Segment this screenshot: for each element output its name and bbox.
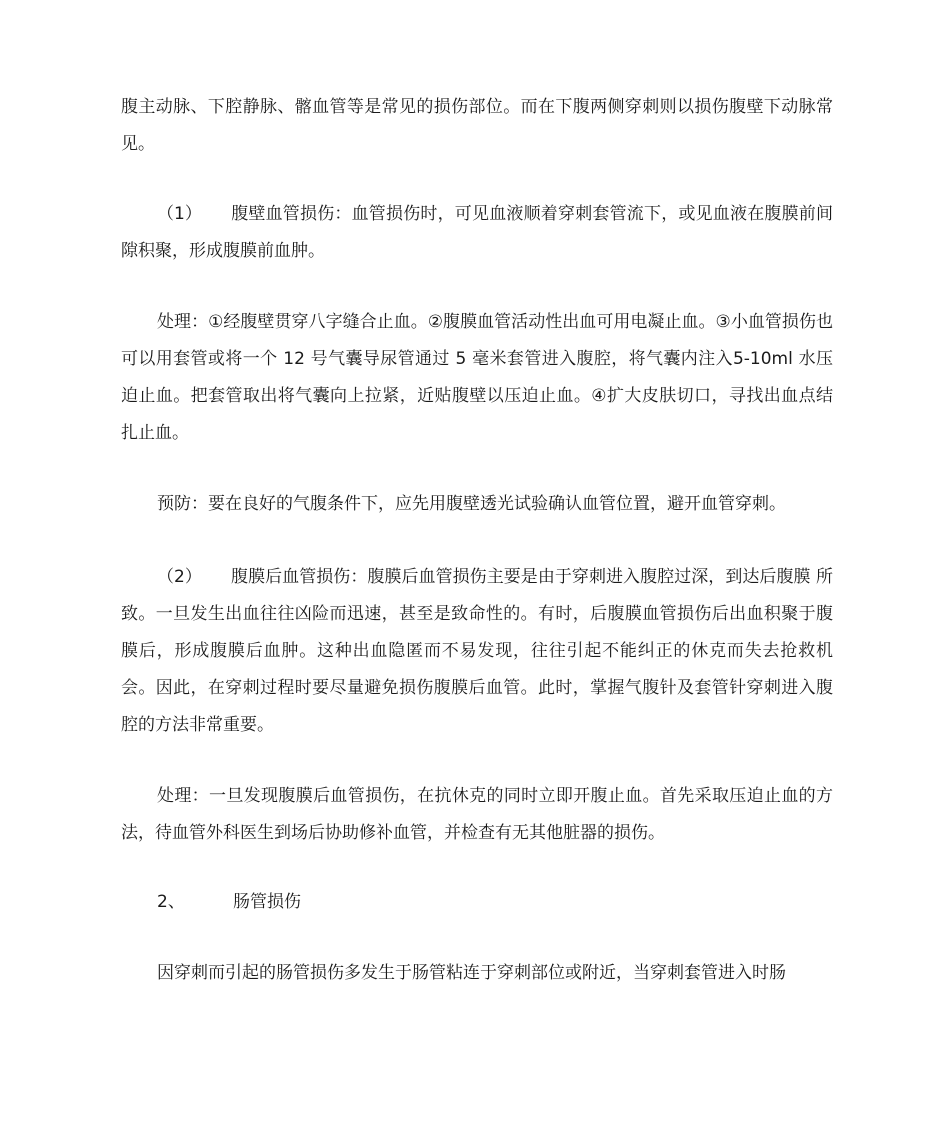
paragraph-retroperitoneal-vessel-injury <box>121 559 833 744</box>
list-marker-2: （2） <box>157 567 202 587</box>
abdominal-wall-vessel-injury-text: 腹壁血管损伤：血管损伤时，可见血液顺着穿刺套管流下，或见血液在腹膜前间隙积聚，形成腹膜前血肿。 <box>121 204 833 261</box>
paragraph-treatment-1: 处理：①经腹壁贯穿八字缝合止血。②腹膜血管活动性出血可用电凝止血。③小血管损伤也可以用套管或将一个 12 号气囊导尿管通过 5 毫米套管进入腹腔，将气囊内注入5-10ml 水压迫止血。把套管取出将气囊向上拉紧，近贴腹壁以压迫止血。④扩大皮肤切口，寻找出血点结扎止血。 <box>121 312 833 443</box>
section-title: 肠管损伤 <box>233 892 301 912</box>
paragraph-prevention: 预防：要在良好的气腹条件下，应先用腹壁透光试验确认血管位置，避开血管穿刺。 <box>157 494 786 514</box>
retroperitoneal-vessel-injury-text: 腹膜后血管损伤：腹膜后血管损伤主要是由于穿刺进入腹腔过深，到达后腹膜 所致。一旦发生出血往往凶险而迅速，甚至是致命性的。有时，后腹膜血管损伤后出血积聚于腹膜后，形成腹膜后血肿。这种出血隐匿而不易发现，往往引起不能纠正的休克而失去抢救机会。因此，在穿刺过程时要尽量避免损伤腹膜后血管。此时，掌握气腹针及套管针穿刺进入腹腔的方法非常重要。 <box>121 567 833 735</box>
section-number: 2、 <box>157 892 185 912</box>
paragraph-treatment-2: 处理：一旦发现腹膜后血管损伤，在抗休克的同时立即开腹止血。首先采取压迫止血的方法，待血管外科医生到场后协助修补血管，并检查有无其他脏器的损伤。 <box>121 786 833 843</box>
paragraph-vascular-sites: 腹主动脉、下腔静脉、髂血管等是常见的损伤部位。而在下腹两侧穿刺则以损伤腹壁下动脉常见。 <box>121 97 833 154</box>
section-heading-intestinal-injury <box>121 884 833 921</box>
paragraph-abdominal-wall-vessel-injury <box>121 196 833 270</box>
paragraph-intestinal-injury-intro: 因穿刺而引起的肠管损伤多发生于肠管粘连于穿刺部位或附近，当穿刺套管进入时肠 <box>157 963 786 983</box>
list-marker-1: （1） <box>157 204 202 224</box>
